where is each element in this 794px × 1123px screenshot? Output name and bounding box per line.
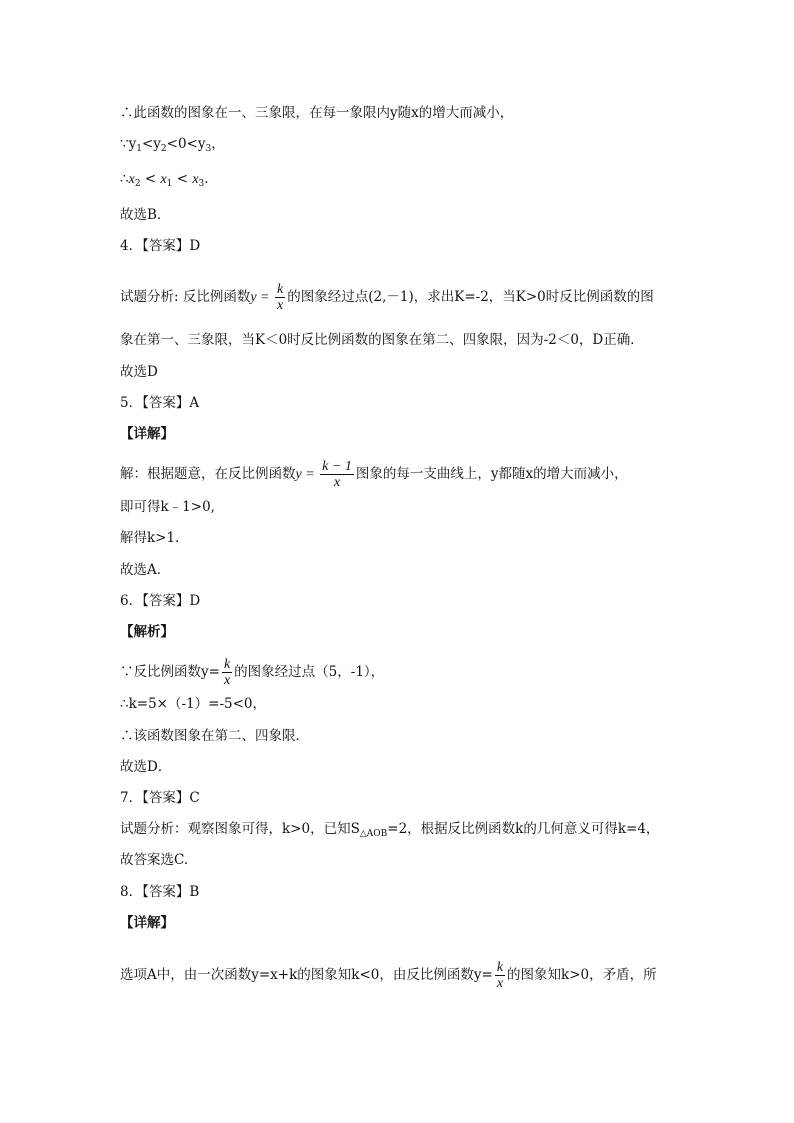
q6-analysis-label: 【解析】 <box>120 624 174 640</box>
q7-header: 7．【答案】C <box>120 790 200 806</box>
q4-para1: 试题分析: 反比例函数y = $\frac{k}{x}$ 的图象经过点(2,－1)，求出K=-2，当K>0时反比例函数的图 <box>120 282 654 313</box>
q3-conclusion: 故选B． <box>120 207 171 223</box>
q8-detail-label: 【详解】 <box>120 915 174 931</box>
q6-conclusion: 故选D． <box>120 759 172 775</box>
q4-header: 4．【答案】D <box>120 238 201 254</box>
q6-header: 6．【答案】D <box>120 593 201 609</box>
q3-line2: $\because y_1<y_2<0<y_3$， <box>120 136 225 154</box>
q6-para2: ∴k=5×（-1）=-5<0， <box>120 696 266 712</box>
q8-header: 8．【答案】B <box>120 884 200 900</box>
q6-para3: ∴该函数图象在第二、四象限． <box>120 728 309 744</box>
fraction-k-over-x: $\frac{k}{x}$ <box>223 657 231 688</box>
fraction-k-over-x: $\frac{k}{x}$ <box>277 282 284 313</box>
q6-para1: ∵反比例函数y= $\frac{k}{x}$ 的图象经过点（5，-1）， <box>120 657 385 688</box>
q8-para1: 选项A中，由一次函数y=x+k的图象知k<0，由反比例函数y= $\frac{k}{x}$ 的图象知k>0，矛盾，所 <box>120 960 657 991</box>
q4-para2: 象在第一、三象限，当K＜0时反比例函数的图象在第二、四象限，因为-2＜0，D正确． <box>120 332 644 348</box>
fraction-k-over-x: $\frac{k}{x}$ <box>496 960 504 991</box>
q7-para1: 试题分析：观察图象可得，k>0，已知$S_{\triangle AOB}=2$，根据反比例函数k的几何意义可得k=4， <box>120 821 660 839</box>
q5-conclusion: 故选A． <box>120 562 171 578</box>
q5-detail-label: 【详解】 <box>120 426 174 442</box>
q5-para3: 解得k>1． <box>120 530 189 546</box>
q7-para2: 故答案选C. <box>120 852 189 868</box>
q5-header: 5．【答案】A <box>120 395 200 411</box>
q4-conclusion: 故选D <box>120 364 158 380</box>
q5-para2: 即可得k﹣1>0, <box>120 499 215 515</box>
q3-line1: ∴此函数的图象在一、三象限，在每一象限内y随x的增大而减小， <box>120 105 514 121</box>
fraction-k-minus-1-over-x: $\frac{k - 1}{x}$ <box>322 459 352 490</box>
q3-line3: $\therefore x_2 < x_1 < x_3$. <box>120 171 209 189</box>
q5-para1: 解：根据题意，在反比例函数y = $\frac{k - 1}{x}$ 图象的每一支曲线上，y都随x的增大而减小， <box>120 459 628 490</box>
